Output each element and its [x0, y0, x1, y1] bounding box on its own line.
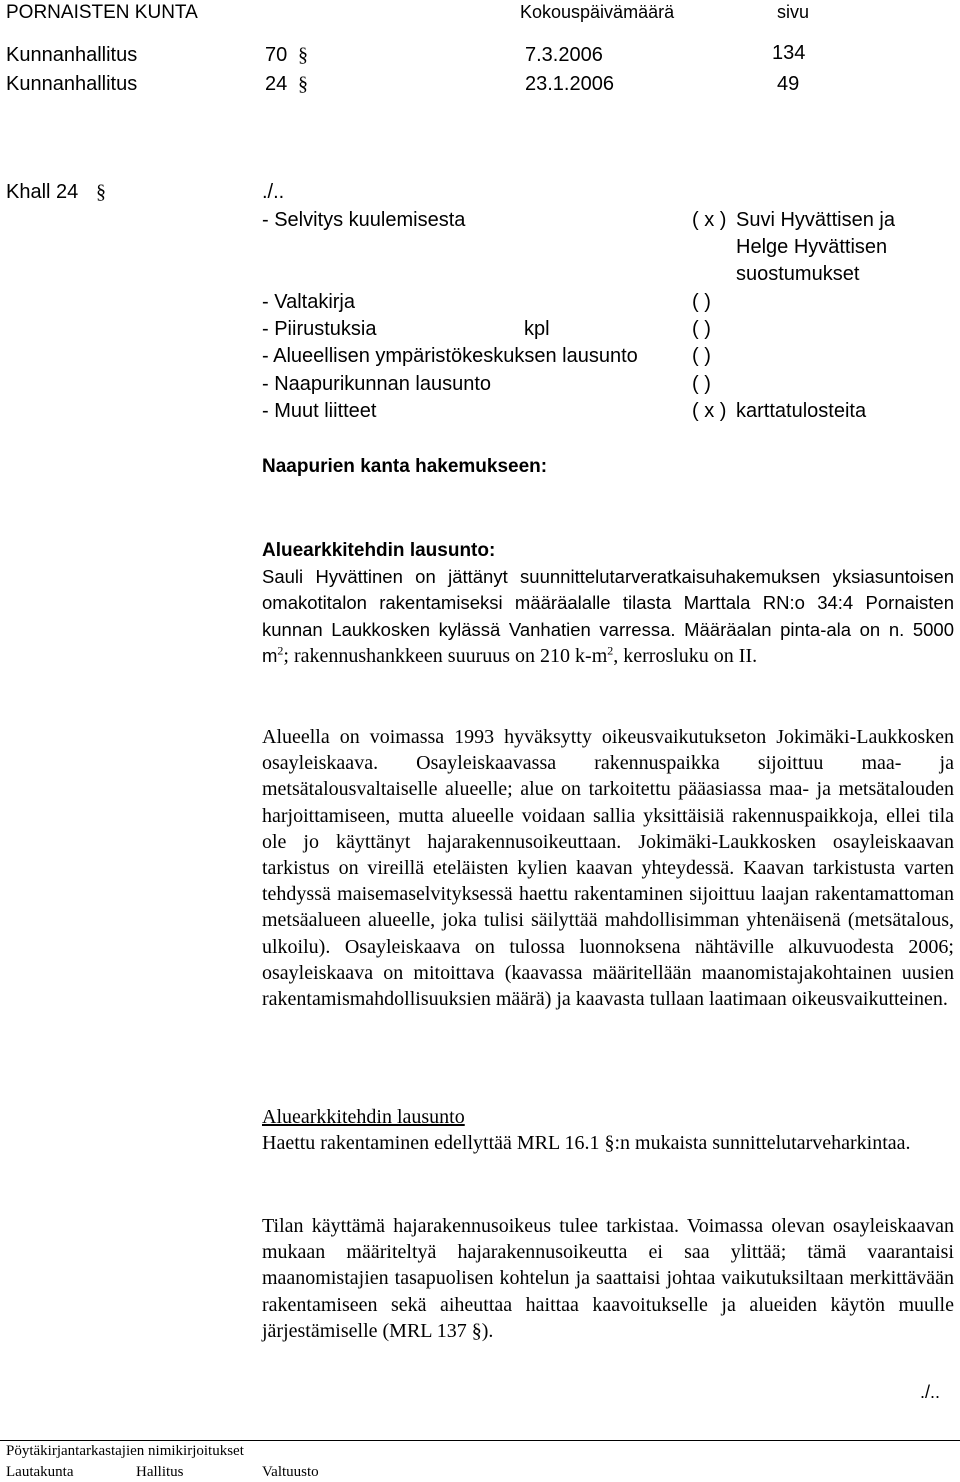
architect-heading: Aluearkkitehdin lausunto: [262, 540, 496, 561]
attachment-note: Helge Hyvättisen [736, 236, 888, 258]
attachment-label: - Muut liitteet [262, 400, 377, 422]
attachment-label: - Valtakirja [262, 291, 355, 313]
meeting-body: Kunnanhallitus [6, 44, 138, 66]
neighbors-heading: Naapurien kanta hakemukseen: [262, 456, 548, 477]
plan-paragraph-block [262, 724, 954, 1012]
meeting-date: 7.3.2006 [525, 44, 603, 66]
paragraph: Haettu rakentaminen edellyttää MRL 16.1 §:n mukaista sunnittelutarveharkintaa. [262, 1132, 911, 1155]
meeting-body: Kunnanhallitus [6, 73, 138, 95]
attachment-label: - Selvitys kuulemisesta [262, 209, 466, 231]
meeting-number: 24 [265, 73, 288, 95]
attachment-label: - Piirustuksia [262, 318, 377, 340]
attachment-unit: kpl [524, 318, 550, 340]
attachment-label: - Naapurikunnan lausunto [262, 373, 492, 395]
meeting-date: 23.1.2006 [525, 73, 614, 95]
section-label: Khall 24 [6, 181, 79, 203]
section-symbol: § [298, 44, 308, 66]
section-symbol: § [604, 1132, 615, 1155]
continued-marker: ./.. [920, 1382, 941, 1402]
meeting-date-label: Kokouspäivämäärä [520, 2, 675, 22]
attachment-mark: ( x ) [692, 209, 727, 231]
conclusion-block [262, 1213, 954, 1344]
section-symbol: § [96, 181, 106, 203]
attachment-note: suostumukset [736, 263, 860, 285]
page-label: sivu [777, 2, 810, 22]
footer-item: Valtuusto [262, 1464, 319, 1480]
footer-title: Pöytäkirjantarkastajien nimikirjoitukset [6, 1443, 244, 1459]
statement-block [262, 1104, 954, 1156]
footer-item: Hallitus [136, 1464, 184, 1480]
attachment-note: Suvi Hyvättisen ja [736, 209, 895, 231]
meeting-page: 49 [777, 73, 800, 95]
meeting-number: 70 [265, 44, 288, 66]
attachment-note: karttatulosteita [736, 400, 867, 422]
section-symbol: § [298, 73, 308, 95]
continued-marker: ./.. [262, 181, 285, 203]
attachment-mark: ( x ) [692, 400, 727, 422]
paragraph: Alueella on voimassa 1993 hyväksytty oikeusvaikutukseton Jokimäki-Laukkosken osayleiskaava. Osayleiskaavassa rakennuspaikka sijoittuu maa- ja metsätalousvaltaiselle alueelle; alue on tarkoitettu pääasiassa maa- ja metsätalouden harjoittamiseen, mutta alueelle voidaan sallia yksittäisiä rakennuspaikkoja, ellei tila ole jo käyttänyt hajarakennusoikeuttaan. Jokimäki-Laukkosken osayleiskaavan tarkistus on vireillä eteläisten kylien kaavan yhteydessä. Kaavan tarkistusta varten tehdyssä maisemaselvityksessä haettu rakentaminen sijoittuu laajan rakentamattoman metsäalueen alueelle, joka tulisi säilyttää mahdollisimman yhtenäisenä (metsätalous, ulkoilu). Osayleiskaava on tulossa luonnoksena nähtäville alkuvuodesta 2006; osayleiskaava on mitoittava (kaavassa määritellään maanomistajakohtainen uusien rakentamismahdollisuuksien määrä) ja kaavasta tullaan laatimaan oikeusvaikutteinen. [262, 726, 954, 1011]
attachment-mark: ( ) [692, 318, 711, 340]
paragraph: Tilan käyttämä hajarakennusoikeus tulee tarkistaa. Voimassa olevan osayleiskaavan mukaan määriteltyä hajarakennusoikeutta ei saa ylittää; tämä vaarantaisi maanomistajien tasapuolisen kohtelun ja saattaisi johtaa vaikutuksiltaan merkittävään rakentamiseen sekä aiheuttaa haittaa kaavoitukselle ja alueiden käytön muulle järjestämiselle (MRL 137 §). [262, 1215, 954, 1342]
footer-divider [0, 1440, 960, 1441]
attachment-mark: ( ) [692, 291, 711, 313]
meeting-page: 134 [772, 42, 806, 64]
section-symbol: § [471, 1319, 482, 1342]
architect-statement [262, 538, 954, 669]
paragraph: Sauli Hyvättinen on jättänyt suunnittelutarveratkaisuhakemuksen yksiasuntoisen omakotitalon rakentamiseksi määräalalle tilasta Marttala RN:o 34:4 Pornaisten kunnan Laukkosken kylässä Vanhatien varressa. Määräalan pinta-ala on n. 5000 $m^2$; rakennushankkeen suuruus on 210 $k-m^2$, kerrosluku on II. [262, 566, 954, 667]
organization-name: PORNAISTEN KUNTA [6, 2, 198, 23]
statement-heading: Aluearkkitehdin lausunto [262, 1106, 465, 1128]
attachment-mark: ( ) [692, 373, 711, 395]
footer-item: Lautakunta [6, 1464, 74, 1480]
attachment-label: - Alueellisen ympäristökeskuksen lausunto [262, 345, 638, 367]
attachment-mark: ( ) [692, 345, 711, 367]
